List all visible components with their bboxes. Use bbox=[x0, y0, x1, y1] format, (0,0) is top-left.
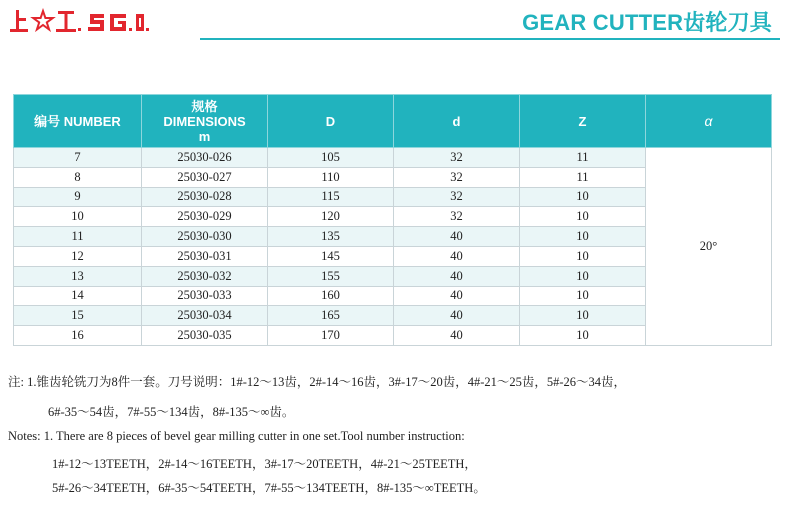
cell-z: 10 bbox=[520, 246, 646, 266]
dimensions-header-cn: 规格 bbox=[191, 98, 218, 114]
cell-number: 8 bbox=[14, 167, 142, 187]
header-divider bbox=[200, 38, 780, 40]
cell-dimensions: 25030-026 bbox=[142, 148, 268, 168]
cell-z: 10 bbox=[520, 306, 646, 326]
cell-d: 165 bbox=[268, 306, 394, 326]
note-cn-line-2: 6#-35～54齿，7#-55～134齿，8#-135～∞齿。 bbox=[48, 405, 295, 419]
cell-d: 32 bbox=[394, 187, 520, 207]
cell-d: 155 bbox=[268, 266, 394, 286]
cell-z: 11 bbox=[520, 148, 646, 168]
cell-dimensions: 25030-030 bbox=[142, 227, 268, 247]
cell-z: 10 bbox=[520, 286, 646, 306]
cell-d: 40 bbox=[394, 306, 520, 326]
cell-dimensions: 25030-027 bbox=[142, 167, 268, 187]
cell-d: 32 bbox=[394, 207, 520, 227]
cell-d: 110 bbox=[268, 167, 394, 187]
cell-d: 32 bbox=[394, 167, 520, 187]
note-en-line-3: 5#-26～34TEETH，6#-35～54TEETH，7#-55～134TEETH，8#-135～∞TEETH。 bbox=[52, 481, 486, 495]
cell-dimensions: 25030-032 bbox=[142, 266, 268, 286]
company-logo bbox=[10, 8, 160, 34]
column-header-d: d bbox=[394, 95, 520, 148]
column-header-dimensions bbox=[142, 95, 268, 148]
cell-number: 13 bbox=[14, 266, 142, 286]
cell-d: 105 bbox=[268, 148, 394, 168]
cell-z: 11 bbox=[520, 167, 646, 187]
cell-d: 40 bbox=[394, 227, 520, 247]
cell-dimensions: 25030-033 bbox=[142, 286, 268, 306]
cell-dimensions: 25030-029 bbox=[142, 207, 268, 227]
cell-number: 15 bbox=[14, 306, 142, 326]
cell-d: 32 bbox=[394, 148, 520, 168]
cell-d: 40 bbox=[394, 246, 520, 266]
cell-number: 10 bbox=[14, 207, 142, 227]
table-row bbox=[14, 148, 772, 168]
cell-z: 10 bbox=[520, 326, 646, 346]
cell-d: 40 bbox=[394, 286, 520, 306]
cell-d: 135 bbox=[268, 227, 394, 247]
cell-d: 160 bbox=[268, 286, 394, 306]
cell-dimensions: 25030-031 bbox=[142, 246, 268, 266]
cell-z: 10 bbox=[520, 266, 646, 286]
cell-number: 14 bbox=[14, 286, 142, 306]
cell-number: 12 bbox=[14, 246, 142, 266]
note-cn-line-1: 注: 1.锥齿轮铣刀为8件一套。刀号说明：1#-12～13齿，2#-14～16齿，3#-17～20齿，4#-21～25齿，5#-26～34齿， bbox=[8, 375, 627, 389]
cell-number: 16 bbox=[14, 326, 142, 346]
cell-d: 145 bbox=[268, 246, 394, 266]
note-en-line-2: 1#-12～13TEETH，2#-14～16TEETH，3#-17～20TEETH，4#-21～25TEETH， bbox=[52, 457, 477, 471]
dimensions-header-unit: m bbox=[198, 128, 211, 144]
cell-d: 40 bbox=[394, 266, 520, 286]
cell-z: 10 bbox=[520, 187, 646, 207]
dimensions-header-en: DIMENSIONS bbox=[163, 113, 246, 129]
cell-d: 115 bbox=[268, 187, 394, 207]
note-en-line-1: Notes: 1. There are 8 pieces of bevel gear milling cutter in one set.Tool number instruction: bbox=[8, 429, 465, 443]
column-header-number: 编号 NUMBER bbox=[14, 95, 142, 148]
cell-number: 9 bbox=[14, 187, 142, 207]
column-header-D: D bbox=[268, 95, 394, 148]
cell-d: 170 bbox=[268, 326, 394, 346]
gear-cutter-spec-table bbox=[13, 94, 772, 346]
cell-d: 40 bbox=[394, 326, 520, 346]
cell-alpha: 20° bbox=[646, 148, 772, 346]
cell-z: 10 bbox=[520, 207, 646, 227]
cell-d: 120 bbox=[268, 207, 394, 227]
logo-mark bbox=[10, 8, 160, 34]
page-title: GEAR CUTTER齿轮刀具 bbox=[522, 10, 772, 35]
cell-number: 11 bbox=[14, 227, 142, 247]
cell-z: 10 bbox=[520, 227, 646, 247]
column-header-Z: Z bbox=[520, 95, 646, 148]
cell-dimensions: 25030-035 bbox=[142, 326, 268, 346]
cell-number: 7 bbox=[14, 148, 142, 168]
cell-dimensions: 25030-028 bbox=[142, 187, 268, 207]
column-header-alpha: α bbox=[646, 95, 772, 148]
cell-dimensions: 25030-034 bbox=[142, 306, 268, 326]
table-header-row bbox=[14, 95, 772, 148]
